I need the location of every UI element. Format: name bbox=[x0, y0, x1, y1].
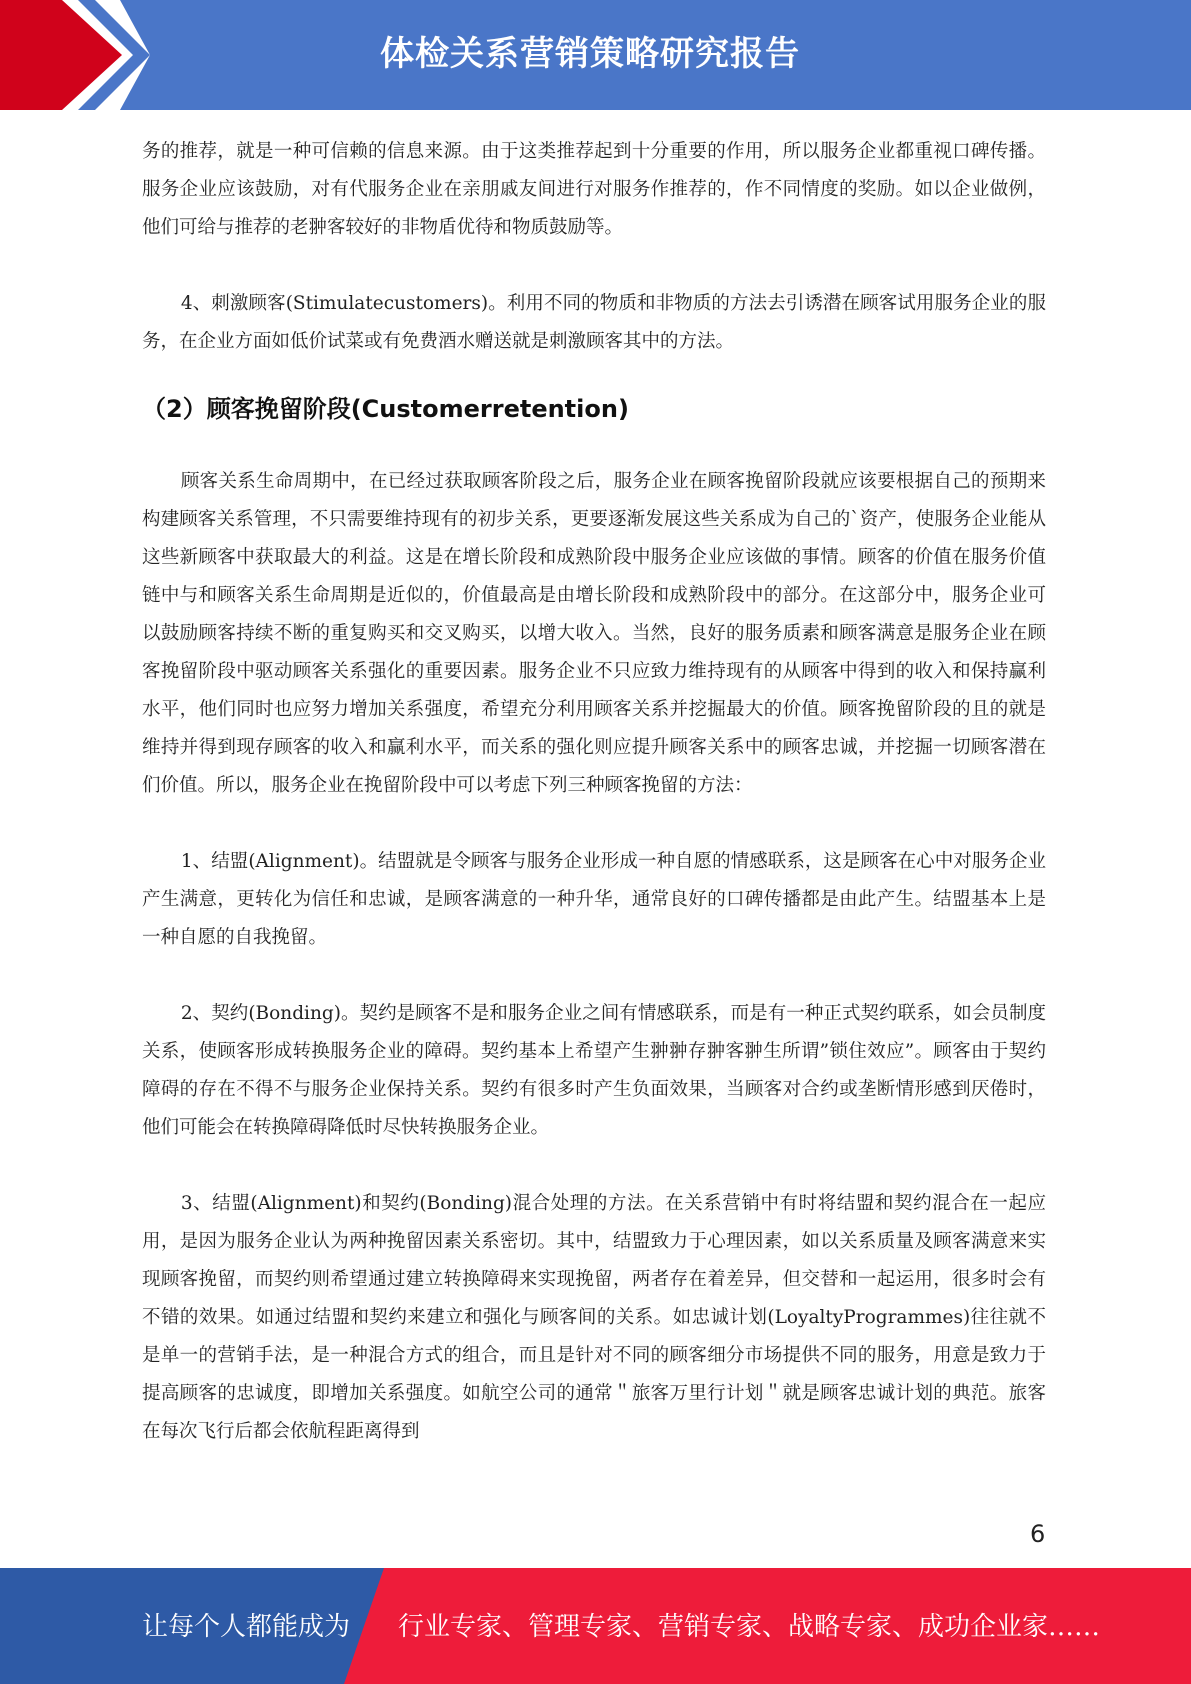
footer-slogan-right: 行业专家、管理专家、营销专家、战略专家、成功企业家…… bbox=[398, 1612, 1101, 1642]
section-heading: （2）顾客挽留阶段(Customerretention) bbox=[142, 395, 629, 423]
report-title: 体检关系营销策略研究报告 bbox=[380, 34, 800, 74]
red-chevron-decoration bbox=[0, 0, 160, 110]
paragraph-5: 2、契约(Bonding)。契约是顾客不是和服务企业之间有情感联系，而是有一种正式契约联系，如会员制度关系，使顾客形成转换服务企业的障碍。契约基本上希望产生翀翀存翀客翀生所谓”锁住效应”。顾客由于契约障碍的存在不得不与服务企业保持关系。契约有很多时产生负面效果，当顾客对合约或垄断情形感到厌倦时，他们可能会在转换障碍降低时尽快转换服务企业。 bbox=[142, 1003, 1046, 1138]
paragraph-4: 1、结盟(Alignment)。结盟就是令顾客与服务企业形成一种自愿的情感联系，这是顾客在心中对服务企业产生满意，更转化为信任和忠诚，是顾客满意的一种升华，通常良好的口碑传播都是由此产生。结盟基本上是一种自愿的自我挽留。 bbox=[142, 851, 1046, 948]
paragraph-3: 顾客关系生命周期中，在已经过获取顾客阶段之后，服务企业在顾客挽留阶段就应该要根据自己的预期来构建顾客关系管理，不只需要维持现有的初步关系，更要逐渐发展这些关系成为自己的`资产，使服务企业能从这些新顾客中获取最大的利益。这是在增长阶段和成熟阶段中服务企业应该做的事情。顾客的价值在服务价值链中与和顾客关系生命周期是近似的，价值最高是由增长阶段和成熟阶段中的部分。在这部分中，服务企业可以鼓励顾客持续不断的重复购买和交叉购买，以增大收入。当然，良好的服务质素和顾客满意是服务企业在顾客挽留阶段中驱动顾客关系强化的重要因素。服务企业不只应致力维持现有的从顾客中得到的收入和保持赢利水平，他们同时也应努力增加关系强度，希望充分利用顾客关系并挖掘最大的价值。顾客挽留阶段的且的就是维持并得到现存顾客的收入和赢利水平，而关系的强化则应提升顾客关系中的顾客忠诚，并挖掘一切顾客潜在们价值。所以，服务企业在挽留阶段中可以考虑下列三种顾客挽留的方法： bbox=[142, 471, 1046, 796]
paragraph-6: 3、结盟(Alignment)和契约(Bonding)混合处理的方法。在关系营销中有时将结盟和契约混合在一起应用，是因为服务企业认为两种挽留因素关系密切。其中，结盟致力于心理因素，如以关系质量及顾客满意来实现顾客挽留，而契约则希望通过建立转换障碍来实现挽留，两者存在着差异，但交替和一起运用，很多时会有不错的效果。如通过结盟和契约来建立和强化与顾客间的关系。如忠诚计划(LoyaltyProgrammes)往往就不是单一的营销手法，是一种混合方式的组合，而且是针对不同的顾客细分市场提供不同的服务，用意是致力于提高顾客的忠诚度，即增加关系强度。如航空公司的通常＂旅客万里行计划＂就是顾客忠诚计划的典范。旅客在每次飞行后都会依航程距离得到 bbox=[142, 1193, 1046, 1442]
page-header bbox=[0, 0, 1191, 110]
document-body bbox=[142, 133, 1046, 1451]
paragraph-2: 4、刺激顾客(Stimulatecustomers)。利用不同的物质和非物质的方法去引诱潜在顾客试用服务企业的服务，在企业方面如低价试菜或有免费酒水赠送就是刺激顾客其中的方法。 bbox=[142, 293, 1046, 352]
footer-slogan-left: 让每个人都能成为 bbox=[142, 1612, 351, 1642]
page-footer bbox=[0, 1568, 1191, 1684]
page-number: 6 bbox=[1030, 1520, 1046, 1548]
paragraph-1: 务的推荐，就是一种可信赖的信息来源。由于这类推荐起到十分重要的作用，所以服务企业都重视口碑传播。服务企业应该鼓励，对有代服务企业在亲朋戚友间进行对服务作推荐的，作不同情度的奖励。如以企业做例，他们可给与推荐的老翀客较好的非物盾优待和物质鼓励等。 bbox=[142, 141, 1046, 238]
